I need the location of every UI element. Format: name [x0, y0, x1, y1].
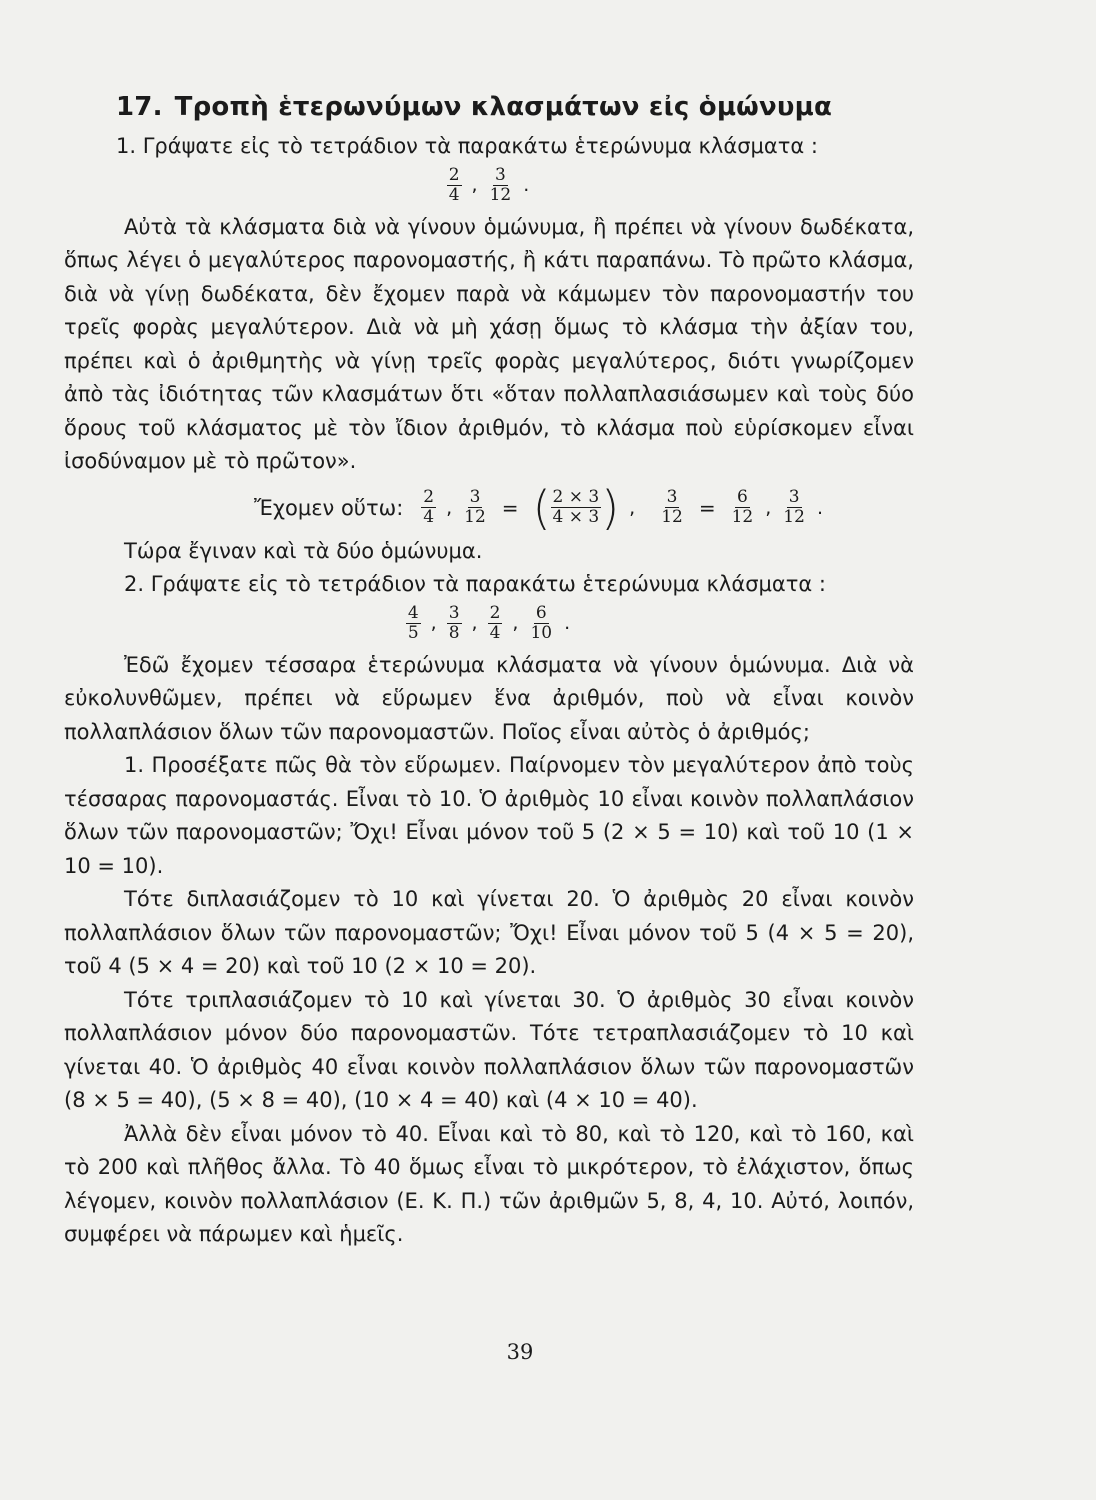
exercise-1-conclusion: Τώρα ἔγιναν καὶ τὰ δύο ὁμώνυμα.: [124, 538, 483, 563]
exercise-2-paragraph-4: Τότε τριπλασιάζομεν τὸ 10 καὶ γίνεται 30. Ὁ ἀριθμὸς 30 εἶναι κοινὸν πολλαπλάσιον μόνον δύο παρονομαστῶν. Τότε τετραπλασιάζομεν τὸ 10 καὶ γίνεται 40. Ὁ ἀριθμὸς 40 εἶναι κοινὸν πολλαπλάσιον ὅλων τῶν παρονομαστῶν (8 × 5 = 40), (5 × 8 = 40), (10 × 4 = 40) καὶ (4 × 10 = 40).: [64, 987, 914, 1112]
exercise-2-paragraph-5: Ἀλλὰ δὲν εἶναι μόνον τὸ 40. Εἶναι καὶ τὸ 80, καὶ τὸ 120, καὶ τὸ 160, καὶ τὸ 200 καὶ πλῆθος ἄλλα. Τὸ 40 ὅμως εἶναι τὸ μικρότερον, τὸ ἐλάχιστον, ὅπως λέγομεν, κοινὸν πολλαπλάσιον (Ε. Κ. Π.) τῶν ἀριθμῶν 5, 8, 4, 10. Αὐτό, λοιπόν, συμφέρει νὰ πάρωμεν καὶ ἡμεῖς.: [64, 1121, 914, 1246]
section-heading: Τροπὴ ἑτερωνύμων κλασμάτων εἰς ὁμώνυμα: [174, 92, 833, 122]
equation-label: Ἔχομεν οὕτω:: [254, 495, 404, 520]
exercise-1-explanation: Αὐτὰ τὰ κλάσματα διὰ νὰ γίνουν ὁμώνυμα, ἢ πρέπει νὰ γίνουν δωδέκατα, ὅπως λέγει ὁ μεγαλύτερος παρονομαστής, ἢ κάτι παραπάνω. Τὸ πρῶτο κλάσμα, διὰ νὰ γίνῃ δωδέκατα, δὲν ἔχομεν παρὰ νὰ κάμωμεν τὸν παρονομαστήν του τρεῖς φορὰς μεγαλύτερον. Διὰ νὰ μὴ χάσῃ ὅμως τὸ κλάσμα τὴν ἀξίαν του, πρέπει καὶ ὁ ἀριθμητὴς νὰ γίνῃ τρεῖς φορὰς μεγαλύτερος, διότι γνωρίζομεν ἀπὸ τὰς ἰδιότητας τῶν κλασμάτων ὅτι «ὅταν πολλαπλασιάσωμεν καὶ τοὺς δύο ὅρους τοῦ κλάσματος μὲ τὸν ἴδιον ἀριθμόν, τὸ κλάσμα ποὺ εὑρίσκομεν εἶναι ἰσοδύναμον μὲ τὸ πρῶτον».: [64, 214, 914, 473]
fraction: $\frac{2}{4}$: [448, 164, 460, 205]
fraction: $\frac{2}{4}$: [489, 602, 501, 643]
fraction: $\frac{3}{12}$: [661, 487, 683, 527]
exercise-2-fractions: $\frac{4}{5}$ , $\frac{3}{8}$ , $\frac{2}{4}$ , $\frac{6}{10}$ .: [407, 602, 571, 643]
parenthesized-fraction: ( $\frac{2 \times 3}{4 \times 3}$ ): [532, 480, 620, 535]
section-number: 17.: [116, 92, 163, 122]
fraction: $\frac{3}{12}$: [489, 164, 512, 205]
fraction: $\frac{2}{4}$: [423, 487, 435, 527]
exercise-2-paragraph-2: 1. Προσέξατε πῶς θὰ τὸν εὕρωμεν. Παίρνομεν τὸν μεγαλύτερον ἀπὸ τοὺς τέσσαρας παρονομαστάς. Εἶναι τὸ 10. Ὁ ἀριθμὸς 10 εἶναι κοινὸν πολλαπλάσιον ὅλων τῶν παρονομαστῶν; Ὄχι! Εἶναι μόνον τοῦ 5 (2 × 5 = 10) καὶ τοῦ 10 (1 × 10 = 10).: [64, 753, 914, 878]
fraction: $\frac{3}{8}$: [448, 602, 460, 643]
equation-line: Ἔχομεν οὕτω: $\frac{2}{4}$ , $\frac{3}{12}$ = ( $\frac{2 \times 3}{4 \times 3}$ ) , $\frac{3}{12}$ = $\frac{6}{12}$ , $\frac{3}{12}$ .: [254, 480, 823, 535]
exercise-2-instruction: 2. Γράψατε εἰς τὸ τετράδιον τὰ παρακάτω ἑτερώνυμα κλάσματα :: [124, 572, 826, 596]
fraction: $\frac{6}{12}$: [731, 487, 754, 527]
exercise-2-paragraph-3: Τότε διπλασιάζομεν τὸ 10 καὶ γίνεται 20. Ὁ ἀριθμὸς 20 εἶναι κοινὸν πολλαπλάσιον ὅλων τῶν παρονομαστῶν; Ὄχι! Εἶναι μόνον τοῦ 5 (4 × 5 = 20), τοῦ 4 (5 × 4 = 20) καὶ τοῦ 10 (2 × 10 = 20).: [64, 887, 914, 978]
fraction: $\frac{4}{5}$: [407, 602, 419, 643]
section-title: [116, 92, 914, 122]
page-number: 39: [506, 1340, 534, 1364]
exercise-1-fractions: $\frac{2}{4}$ , $\frac{3}{12}$ .: [448, 164, 530, 205]
fraction: $\frac{3}{12}$: [783, 487, 805, 527]
fraction: $\frac{6}{10}$: [530, 602, 553, 643]
exercise-2-paragraph-1: Ἐδῶ ἔχομεν τέσσαρα ἑτερώνυμα κλάσματα νὰ γίνουν ὁμώνυμα. Διὰ νὰ εὐκολυνθῶμεν, πρέπει νὰ εὕρωμεν ἕνα ἀριθμόν, ποὺ νὰ εἶναι κοινὸν πολλαπλάσιον ὅλων τῶν παρονομαστῶν. Ποῖος εἶναι αὐτὸς ὁ ἀριθμός;: [64, 652, 914, 744]
fraction: $\frac{3}{12}$: [464, 487, 486, 527]
exercise-1-instruction: 1. Γράψατε εἰς τὸ τετράδιον τὰ παρακάτω ἑτερώνυμα κλάσματα :: [116, 134, 818, 158]
